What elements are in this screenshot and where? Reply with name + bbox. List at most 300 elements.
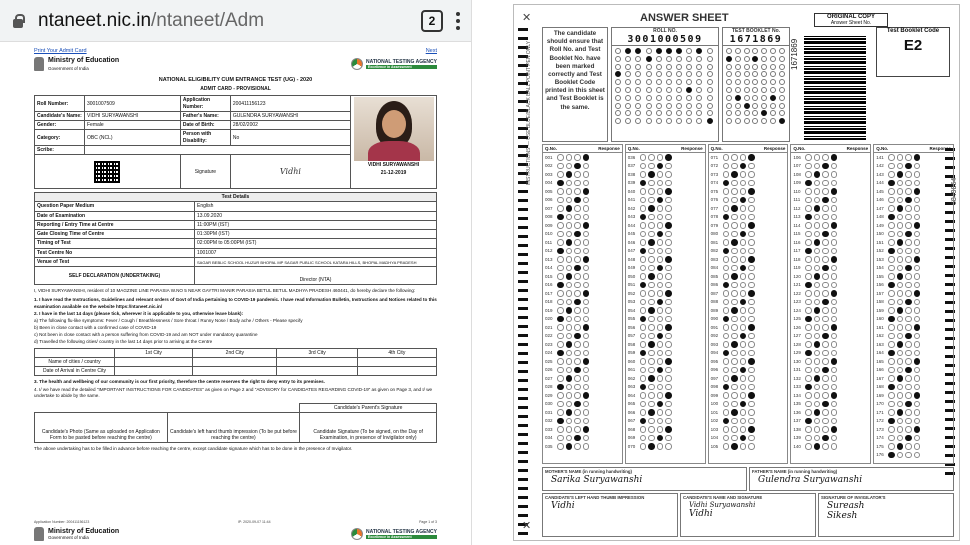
contact-d-line: d) Travelled the following cities/ country in the last 14 days prior to arriving at the Centre xyxy=(34,339,213,345)
answer-bubble xyxy=(914,418,921,425)
answer-bubble xyxy=(566,392,573,399)
question-number: 124 xyxy=(793,307,801,313)
answer-bubble xyxy=(822,205,829,212)
answer-bubble xyxy=(805,273,812,280)
answer-bubble xyxy=(822,154,829,161)
answer-row xyxy=(791,340,870,349)
question-number: 051 xyxy=(627,282,636,288)
answer-bubble xyxy=(805,231,812,238)
omr-bubble xyxy=(615,110,621,116)
answer-bubble xyxy=(748,163,755,170)
nta-name: NATIONAL TESTING AGENCY xyxy=(365,58,437,65)
answer-bubble xyxy=(657,265,664,272)
answer-bubble xyxy=(740,435,747,442)
question-number: 063 xyxy=(627,384,636,390)
national-emblem-icon xyxy=(34,57,44,71)
question-number: 035 xyxy=(545,443,553,449)
answer-bubble xyxy=(723,163,730,170)
answer-bubble xyxy=(914,282,921,289)
answer-row xyxy=(791,204,870,213)
answer-bubble xyxy=(640,307,647,314)
answer-bubble xyxy=(557,375,564,382)
answer-row xyxy=(709,204,788,213)
omr-bubble xyxy=(666,110,672,116)
question-number: 113 xyxy=(793,214,801,220)
answer-bubble xyxy=(740,299,747,306)
column-header: 3rd City xyxy=(277,348,357,357)
answer-bubble xyxy=(822,214,829,221)
answer-bubble xyxy=(831,222,838,229)
answer-bubble xyxy=(648,358,655,365)
print-admit-card-link[interactable]: Print Your Admit Card xyxy=(34,48,87,54)
answer-row xyxy=(709,417,788,426)
answer-bubble xyxy=(657,392,664,399)
answer-bubble xyxy=(914,299,921,306)
answer-bubble xyxy=(822,341,829,348)
omr-bubble xyxy=(615,48,621,54)
answer-bubble xyxy=(914,341,921,348)
omr-bubble xyxy=(646,71,652,77)
question-number: 030 xyxy=(545,401,553,407)
answer-bubble xyxy=(740,248,747,255)
answer-row xyxy=(791,306,870,315)
omr-bubble xyxy=(615,56,621,62)
omr-bubble xyxy=(735,87,741,93)
answer-bubble xyxy=(657,171,664,178)
omr-bubble xyxy=(744,118,750,124)
ministry-name: Ministry of Education xyxy=(48,528,120,535)
booklet-number-box xyxy=(722,27,790,142)
answer-bubble xyxy=(897,367,904,374)
more-menu-icon[interactable] xyxy=(455,12,461,30)
answer-row xyxy=(626,272,705,281)
answer-bubble xyxy=(723,256,730,263)
answer-bubble xyxy=(657,180,664,187)
table-row xyxy=(35,202,437,211)
label: Test Centre No xyxy=(35,248,195,257)
answer-bubble xyxy=(557,384,564,391)
answer-bubble xyxy=(657,273,664,280)
answer-bubble xyxy=(822,418,829,425)
omr-bubble xyxy=(696,110,702,116)
answer-bubble xyxy=(648,163,655,170)
answer-bubble xyxy=(822,307,829,314)
answer-bubble xyxy=(583,418,590,425)
answer-bubble xyxy=(657,188,664,195)
omr-bubble xyxy=(770,103,776,109)
answer-bubble xyxy=(657,222,664,229)
question-number: 095 xyxy=(710,358,719,364)
answer-bubble xyxy=(814,409,821,416)
question-number: 125 xyxy=(793,316,801,322)
question-number: 092 xyxy=(710,333,719,339)
tab-switcher-button[interactable]: 2 xyxy=(421,10,443,32)
answer-bubble xyxy=(805,392,812,399)
invig-signature-2: Sikesh xyxy=(827,511,858,521)
answer-row xyxy=(543,238,622,247)
answer-bubble xyxy=(723,239,730,246)
answer-row xyxy=(874,264,953,273)
answer-bubble xyxy=(557,350,564,357)
answer-bubble xyxy=(648,435,655,442)
answer-bubble xyxy=(657,239,664,246)
answer-bubble xyxy=(888,222,895,229)
answer-bubble xyxy=(731,307,738,314)
answer-row xyxy=(791,298,870,307)
answer-bubble xyxy=(831,375,838,382)
answer-bubble xyxy=(723,154,730,161)
omr-bubble xyxy=(666,95,672,101)
answer-bubble xyxy=(574,256,581,263)
question-number: 078 xyxy=(710,214,719,220)
question-number: 150 xyxy=(876,231,884,237)
answer-row xyxy=(626,281,705,290)
question-number: 046 xyxy=(627,239,636,245)
answer-bubble xyxy=(731,367,738,374)
answer-bubble xyxy=(914,367,921,374)
answer-bubble xyxy=(583,222,590,229)
answer-bubble xyxy=(723,180,730,187)
omr-bubble xyxy=(726,79,732,85)
answer-row xyxy=(709,170,788,179)
answer-bubble xyxy=(748,154,755,161)
answer-bubble xyxy=(640,341,647,348)
answer-bubble xyxy=(574,307,581,314)
omr-bubble xyxy=(676,110,682,116)
answer-bubble xyxy=(805,384,812,391)
answer-bubble xyxy=(831,333,838,340)
answer-bubble xyxy=(897,222,904,229)
response-header: Response xyxy=(598,146,620,151)
answer-bubble xyxy=(814,282,821,289)
value: English xyxy=(195,202,437,211)
ministry-sub: Government of India xyxy=(48,65,89,71)
answer-bubble xyxy=(897,214,904,221)
table-row xyxy=(35,257,437,266)
answer-row xyxy=(543,417,622,426)
answer-bubble xyxy=(723,290,730,297)
answer-row xyxy=(543,179,622,188)
answer-bubble xyxy=(665,299,672,306)
question-number: 160 xyxy=(876,316,884,322)
answer-bubble xyxy=(731,426,738,433)
answer-bubble xyxy=(805,248,812,255)
answer-bubble xyxy=(723,409,730,416)
answer-row xyxy=(874,238,953,247)
question-number: 086 xyxy=(710,282,719,288)
omr-bubble xyxy=(726,103,732,109)
question-number: 018 xyxy=(545,299,553,305)
table-row xyxy=(35,239,437,248)
answer-row xyxy=(709,196,788,205)
answer-bubble xyxy=(648,188,655,195)
omr-bubble xyxy=(744,64,750,70)
omr-bubble xyxy=(707,118,713,124)
answer-bubble xyxy=(583,367,590,374)
omr-bubble xyxy=(625,110,631,116)
answer-bubble xyxy=(748,205,755,212)
omr-bubble xyxy=(686,103,692,109)
answer-bubble xyxy=(897,426,904,433)
answer-bubble xyxy=(740,307,747,314)
answer-bubble xyxy=(740,282,747,289)
answer-row xyxy=(626,332,705,341)
answer-row xyxy=(543,221,622,230)
question-number: 038 xyxy=(627,171,636,177)
answer-bubble xyxy=(723,375,730,382)
answer-bubble xyxy=(748,367,755,374)
answer-bubble xyxy=(914,401,921,408)
omr-bubble xyxy=(707,71,713,77)
answer-bubble xyxy=(640,435,647,442)
signature-label: Signature xyxy=(180,155,230,189)
answer-bubble xyxy=(657,163,664,170)
answer-row xyxy=(791,230,870,239)
answer-bubble xyxy=(831,239,838,246)
answer-bubble xyxy=(557,205,564,212)
answer-bubble xyxy=(557,401,564,408)
question-number: 164 xyxy=(876,350,884,356)
answer-bubble xyxy=(831,180,838,187)
question-number: 045 xyxy=(627,231,636,237)
question-number: 002 xyxy=(545,163,553,169)
answer-bubble xyxy=(723,248,730,255)
answer-row xyxy=(709,332,788,341)
omr-bubble xyxy=(779,110,785,116)
answer-bubble xyxy=(583,180,590,187)
answer-row xyxy=(543,289,622,298)
answer-bubble xyxy=(640,256,647,263)
value: 11:00PM (IST) xyxy=(195,220,437,229)
address-bar[interactable] xyxy=(0,0,471,42)
question-number: 148 xyxy=(876,214,884,220)
answer-bubble xyxy=(657,367,664,374)
answer-row xyxy=(543,332,622,341)
omr-bubble xyxy=(779,71,785,77)
invig-label: SIGNATURE OF INVIGILATOR'S xyxy=(821,495,886,500)
question-number: 059 xyxy=(627,350,636,356)
question-number: 019 xyxy=(545,307,553,313)
omr-bubble xyxy=(625,64,631,70)
answer-bubble xyxy=(740,180,747,187)
mother-name-value: Sarika Suryawanshi xyxy=(551,475,643,485)
qno-header: Q.No. xyxy=(793,146,806,151)
application-number-value: 200411156123 xyxy=(230,96,350,112)
omr-bubble xyxy=(779,87,785,93)
answer-row xyxy=(626,434,705,443)
answer-bubble xyxy=(805,265,812,272)
question-number: 108 xyxy=(793,171,801,177)
answer-bubble xyxy=(557,248,564,255)
answer-row xyxy=(874,153,953,162)
answer-bubble xyxy=(557,222,564,229)
answer-bubble xyxy=(557,443,564,450)
answer-bubble xyxy=(648,324,655,331)
omr-bubble xyxy=(752,103,758,109)
answer-bubble xyxy=(814,341,821,348)
original-copy-label xyxy=(814,13,888,27)
answer-bubble xyxy=(723,188,730,195)
answer-bubble xyxy=(731,188,738,195)
omr-bubble xyxy=(686,64,692,70)
answer-bubble xyxy=(748,180,755,187)
answer-bubble xyxy=(897,384,904,391)
answer-bubble xyxy=(888,282,895,289)
omr-bubble xyxy=(744,71,750,77)
answer-bubble xyxy=(566,299,573,306)
label: Application Number: xyxy=(180,96,230,112)
answer-bubble xyxy=(657,426,664,433)
answer-row xyxy=(874,179,953,188)
answer-bubble xyxy=(914,248,921,255)
answer-bubble xyxy=(914,409,921,416)
answer-bubble xyxy=(914,443,921,450)
answer-bubble xyxy=(574,154,581,161)
omr-bubble xyxy=(625,103,631,109)
next-link[interactable]: Next xyxy=(425,48,437,54)
answer-bubble xyxy=(805,256,812,263)
nta-name: NATIONAL TESTING AGENCY xyxy=(365,529,437,535)
response-header: Response xyxy=(846,146,869,151)
column-header xyxy=(543,145,622,153)
question-number: 172 xyxy=(876,418,884,424)
answer-bubble xyxy=(574,163,581,170)
table-row xyxy=(35,413,437,443)
answer-bubble xyxy=(831,324,838,331)
answer-bubble xyxy=(748,426,755,433)
question-number: 012 xyxy=(545,248,553,254)
omr-bubble xyxy=(770,95,776,101)
answer-bubble xyxy=(648,256,655,263)
answer-bubble xyxy=(914,273,921,280)
question-number: 011 xyxy=(545,239,553,245)
question-number: 123 xyxy=(793,299,801,305)
answer-row xyxy=(543,323,622,332)
question-number: 073 xyxy=(710,171,719,177)
answer-bubble xyxy=(905,443,912,450)
question-number: 060 xyxy=(627,358,636,364)
answer-bubble xyxy=(583,273,590,280)
answer-bubble xyxy=(822,248,829,255)
label: Gender: xyxy=(35,121,85,130)
candidate-name-value: VIDHI SURYAWANSHI xyxy=(85,111,181,120)
answer-bubble xyxy=(665,188,672,195)
answer-bubble xyxy=(905,392,912,399)
omr-bubble xyxy=(676,71,682,77)
answer-bubble xyxy=(822,222,829,229)
omr-bubble xyxy=(707,110,713,116)
answer-bubble xyxy=(805,163,812,170)
answer-bubble xyxy=(583,350,590,357)
answer-row xyxy=(543,230,622,239)
contact-b-line: b) Been in close contact with a confirmed case of COVID-19 xyxy=(34,325,157,331)
answer-bubble xyxy=(831,256,838,263)
omr-bubble xyxy=(770,56,776,62)
qno-header: Q.No. xyxy=(545,146,557,151)
omr-bubble xyxy=(676,103,682,109)
answer-bubble xyxy=(723,222,730,229)
question-number: 139 xyxy=(793,435,801,441)
table-row xyxy=(35,211,437,220)
answer-bubble xyxy=(648,333,655,340)
answer-bubble xyxy=(665,324,672,331)
answer-bubble xyxy=(574,350,581,357)
answer-bubble xyxy=(905,350,912,357)
question-number: 105 xyxy=(710,443,719,449)
footer-mid: IP: 2020-09-07 11:44 xyxy=(237,520,271,524)
answer-row xyxy=(874,383,953,392)
question-number: 100 xyxy=(710,401,719,407)
answer-bubble xyxy=(648,367,655,374)
question-number: 167 xyxy=(876,375,884,381)
crosshair-icon: ✕ xyxy=(522,520,532,532)
omr-bubble xyxy=(744,56,750,62)
ministry-logo-footer xyxy=(34,527,119,541)
answer-row xyxy=(791,374,870,383)
answer-row xyxy=(626,204,705,213)
answer-bubble xyxy=(731,333,738,340)
answer-bubble xyxy=(648,401,655,408)
answer-row xyxy=(791,391,870,400)
answer-bubble xyxy=(814,154,821,161)
answer-bubble xyxy=(914,239,921,246)
question-number: 049 xyxy=(627,265,636,271)
answer-bubble xyxy=(574,384,581,391)
answer-bubble xyxy=(914,222,921,229)
answer-bubble xyxy=(748,375,755,382)
answer-row xyxy=(626,408,705,417)
answer-row xyxy=(874,272,953,281)
question-number: 029 xyxy=(545,392,553,398)
url-text[interactable] xyxy=(38,10,409,32)
answer-bubble xyxy=(640,409,647,416)
answer-bubble xyxy=(822,333,829,340)
question-number: 001 xyxy=(545,154,553,160)
roll-number-value: 3001007509 xyxy=(85,96,181,112)
answer-bubble xyxy=(888,180,895,187)
omr-bubble xyxy=(635,79,641,85)
answer-bubble xyxy=(822,239,829,246)
omr-bubble xyxy=(686,48,692,54)
answer-bubble xyxy=(574,222,581,229)
question-number: 083 xyxy=(710,256,719,262)
declaration-point-4: 4. I/ we have read the detailed "IMPORTANT INSTRUCTIONS FOR CANDIDATES" as given on Page 2 and "ADVISORY for CANDIDATES REGARDING COVID-19" as given on Page 3, and I/ we undertake to abide by the same. xyxy=(34,386,433,398)
answer-bubble xyxy=(831,163,838,170)
answer-bubble xyxy=(583,256,590,263)
answer-row xyxy=(874,170,953,179)
answer-bubble xyxy=(888,367,895,374)
answer-bubble xyxy=(897,290,904,297)
answer-bubble xyxy=(748,299,755,306)
answer-row xyxy=(543,213,622,222)
answer-bubble xyxy=(665,384,672,391)
answer-bubble xyxy=(583,333,590,340)
answer-row xyxy=(543,349,622,358)
answer-bubble xyxy=(640,222,647,229)
answer-bubble xyxy=(731,375,738,382)
question-number: 069 xyxy=(627,435,636,441)
answer-bubble xyxy=(814,239,821,246)
answer-bubble xyxy=(640,197,647,204)
answer-bubble xyxy=(897,299,904,306)
answer-bubble xyxy=(822,265,829,272)
answer-bubble xyxy=(665,163,672,170)
question-number: 028 xyxy=(545,384,553,390)
disability-value: No xyxy=(230,130,350,146)
answer-row xyxy=(543,204,622,213)
answer-bubble xyxy=(814,256,821,263)
answer-bubble xyxy=(905,214,912,221)
